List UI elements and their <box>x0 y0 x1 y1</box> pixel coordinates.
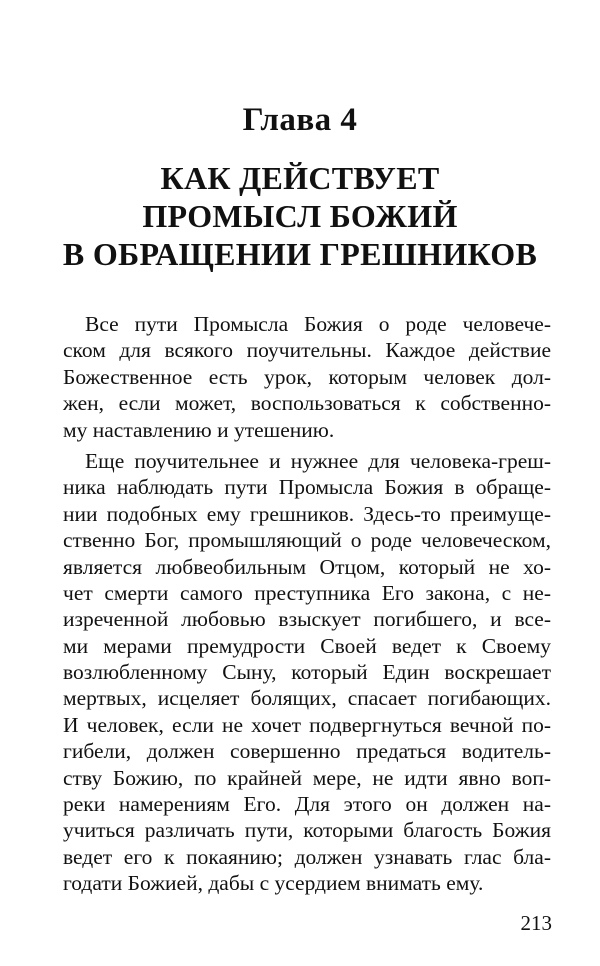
text-line: ству Божию, по крайней мере, не идти явно воп- <box>63 765 551 790</box>
text-line: ственно Бог, промышляющий о роде человеческом, <box>63 528 551 553</box>
text-line: нии подобных ему грешников. Здесь-то преимуще- <box>63 501 551 526</box>
chapter-title <box>0 159 600 273</box>
text-line: Еще поучительнее и нужнее для человека-греш- <box>85 448 551 473</box>
text-line: жен, если может, воспользоваться к собственно- <box>63 391 551 416</box>
text-line: Божественное есть урок, которым человек дол- <box>63 364 551 389</box>
text-line: изреченной любовью взыскует погибшего, и все- <box>63 607 551 632</box>
chapter-label: Глава 4 <box>242 102 358 138</box>
text-line: реки намерениям Его. Для этого он должен на- <box>63 792 551 817</box>
text-line: ведет его к покаянию; должен узнавать глас бла- <box>63 844 551 869</box>
paragraph-1 <box>63 311 551 443</box>
text-line: ском для всякого поучительны. Каждое действие <box>63 338 551 363</box>
text-line: чет смерти самого преступника Его закона, с не- <box>63 580 551 605</box>
text-line: Все пути Промысла Божия о роде человече- <box>85 312 551 336</box>
paragraph-2 <box>63 448 551 897</box>
text-line: ми мерами премудрости Своей ведет к Своему <box>63 633 551 658</box>
chapter-title-line: ПРОМЫСЛ БОЖИЙ <box>142 198 458 234</box>
body-text <box>63 311 551 897</box>
chapter-title-line: КАК ДЕЙСТВУЕТ <box>160 160 440 196</box>
text-line: учиться различать пути, которыми благость Божия <box>63 818 551 843</box>
text-line: И человек, если не хочет подвергнуться вечной по- <box>63 712 551 737</box>
text-line: возлюбленному Сыну, который Един воскрешает <box>63 660 551 685</box>
chapter-title-line: В ОБРАЩЕНИИ ГРЕШНИКОВ <box>62 236 538 272</box>
text-line: гибели, должен совершенно предаться водитель- <box>63 739 551 764</box>
text-line: годати Божией, дабы с усердием внимать ему. <box>63 871 484 896</box>
text-line: мертвых, исцеляет болящих, спасает погибающих. <box>63 686 551 711</box>
page-number: 213 <box>520 911 552 935</box>
text-line: ника наблюдать пути Промысла Божия в обраще- <box>63 475 551 500</box>
text-line: му наставлению и утешению. <box>63 417 335 442</box>
text-line: является любвеобильным Отцом, который не хо- <box>63 554 551 579</box>
